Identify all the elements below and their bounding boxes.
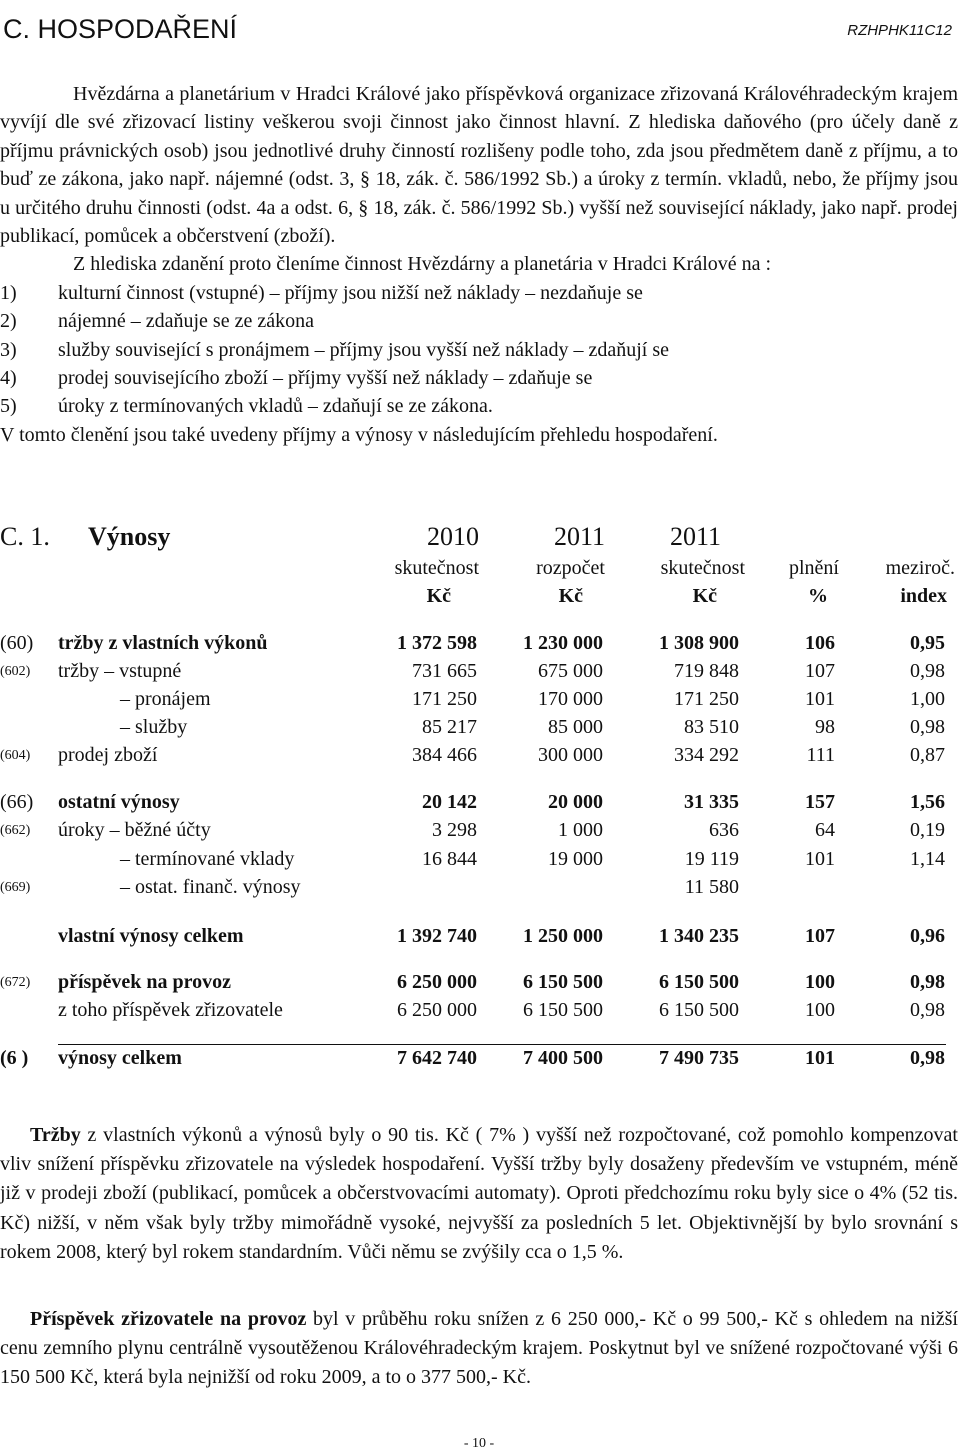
table-section-title: Výnosy — [88, 522, 171, 551]
table-row: (60) tržby z vlastních výkonů 1 372 598 1 230 000 1 308 900 106 0,95 — [0, 632, 945, 654]
table-row: (662) úroky – běžné účty 3 298 1 000 636 64 0,19 — [0, 819, 945, 841]
unit-col-5: index — [900, 585, 947, 607]
table-row: (6 ) výnosy celkem 7 642 740 7 400 500 7 490 735 101 0,98 — [0, 1047, 945, 1069]
document-code: RZHPHK11C12 — [847, 22, 952, 39]
list-item: 4) prodej souvisejícího zboží – příjmy vyšší než náklady – zdaňuje se — [0, 367, 593, 390]
col-label-yoy: meziroč. — [885, 557, 955, 579]
list-item: 5) úroky z termínovaných vkladů – zdaňují se ze zákona. — [0, 395, 493, 418]
year-col-3: 2011 — [669, 522, 721, 551]
unit-col-2: Kč — [558, 585, 583, 607]
intro-paragraph-1: Hvězdárna a planetárium v Hradci Králové jako příspěvková organizace zřizovaná Královéhradeckým krajem vyvíjí dle své zřizovací listiny veškerou svoji činnost jako činnost hlavní. Z hlediska daňového (pro účely daně z příjmu právnických osob) jsou jednotlivé druhy činností rozlišeny podle toho, zda jsou předmětem daně z příjmu, a to buď ze zákona, jako např. nájemné (odst. 3, § 18, zák. č. 586/1992 Sb.) a úroky z termín. vkladů, nebo, že příjmy jsou u určitého druhu činnosti (odst. 4a a odst. 6, § 18, zák. č. 586/1992 Sb.) vyšší než související náklady, jako např. prodej publikací, pomůcek a občerstvení (zboží). — [0, 83, 958, 248]
section-title: C. HOSPODAŘENÍ — [3, 14, 238, 44]
table-row: vlastní výnosy celkem 1 392 740 1 250 000 1 340 235 107 0,96 — [58, 925, 945, 947]
list-item: 2) nájemné – zdaňuje se ze zákona — [0, 310, 314, 333]
unit-col-1: Kč — [426, 585, 451, 607]
total-divider — [58, 1044, 946, 1045]
table-row: (66) ostatní výnosy 20 142 20 000 31 335 157 1,56 — [0, 791, 945, 813]
unit-col-4: % — [808, 585, 828, 607]
table-row: – služby 85 217 85 000 83 510 98 0,98 — [120, 716, 945, 738]
table-row: z toho příspěvek zřizovatele 6 250 000 6 150 500 6 150 500 100 0,98 — [58, 999, 945, 1021]
table-row: (672) příspěvek na provoz 6 250 000 6 150 500 6 150 500 100 0,98 — [0, 971, 945, 993]
col-label-budget-2011: rozpočet — [536, 557, 605, 579]
col-label-actual-2010: skutečnost — [394, 557, 479, 579]
intro-paragraph-2: Z hlediska zdanění proto členíme činnost Hvězdárny a planetária v Hradci Králové na : — [73, 253, 772, 276]
table-row: – termínované vklady 16 844 19 000 19 119 101 1,14 — [120, 848, 945, 870]
list-item: 3) služby související s pronájmem – příjmy jsou vyšší než náklady – zdaňují se — [0, 338, 670, 361]
commentary-revenue: Tržby z vlastních výkonů a výnosů byly o 90 tis. Kč ( 7% ) vyšší než rozpočtované, což pomohlo kompenzovat vliv snížení příspěvku zřizovatele na výsledek hospodaření. Vyšší tržby byly dosaženy především ve vstupném, méně již v prodeji zboží (publikací, pomůcek a občerstvovacími automaty). Oproti předchozímu roku byly sice o 4% (52 tis. Kč) nižší, v něm však byly tržby mimořádně vysoké, nejvyšší za posledních 5 let. Objektivnější by bylo srovnání s rokem 2008, který byl rokem standardním. Vůči němu se zvýšily cca o 1,5 %. — [0, 1124, 958, 1263]
intro-paragraph-3: V tomto členění jsou také uvedeny příjmy a výnosy v následujícím přehledu hospodaření. — [0, 423, 718, 446]
year-col-1: 2010 — [427, 522, 479, 551]
table-row: – pronájem 171 250 170 000 171 250 101 1,00 — [120, 688, 945, 710]
table-row: (602) tržby – vstupné 731 665 675 000 719 848 107 0,98 — [0, 660, 945, 682]
year-col-2: 2011 — [553, 522, 605, 551]
table-section-number: C. 1. — [0, 522, 50, 551]
list-item: 1) kulturní činnost (vstupné) – příjmy jsou nižší než náklady – nezdaňuje se — [0, 281, 643, 304]
col-label-fulfilment: plnění — [789, 557, 839, 579]
col-label-actual-2011: skutečnost — [660, 557, 745, 579]
commentary-contribution: Příspěvek zřizovatele na provoz byl v průběhu roku snížen z 6 250 000,- Kč o 99 500,- Kč s ohledem na nižší cenu zemního plynu centrálně vysoutěženou Královéhradeckým krajem. Poskytnut byl ve snížené rozpočtované výši 6 150 500 Kč, která byla nejnižší od roku 2009, a to o 377 500,- Kč. — [0, 1308, 958, 1389]
table-row: (669) – ostat. finanč. výnosy 11 580 — [0, 876, 739, 898]
intro-text — [0, 80, 958, 449]
page-number: - 10 - — [463, 1436, 495, 1451]
unit-col-3: Kč — [692, 585, 717, 607]
table-row: (604) prodej zboží 384 466 300 000 334 292 111 0,87 — [0, 744, 945, 766]
